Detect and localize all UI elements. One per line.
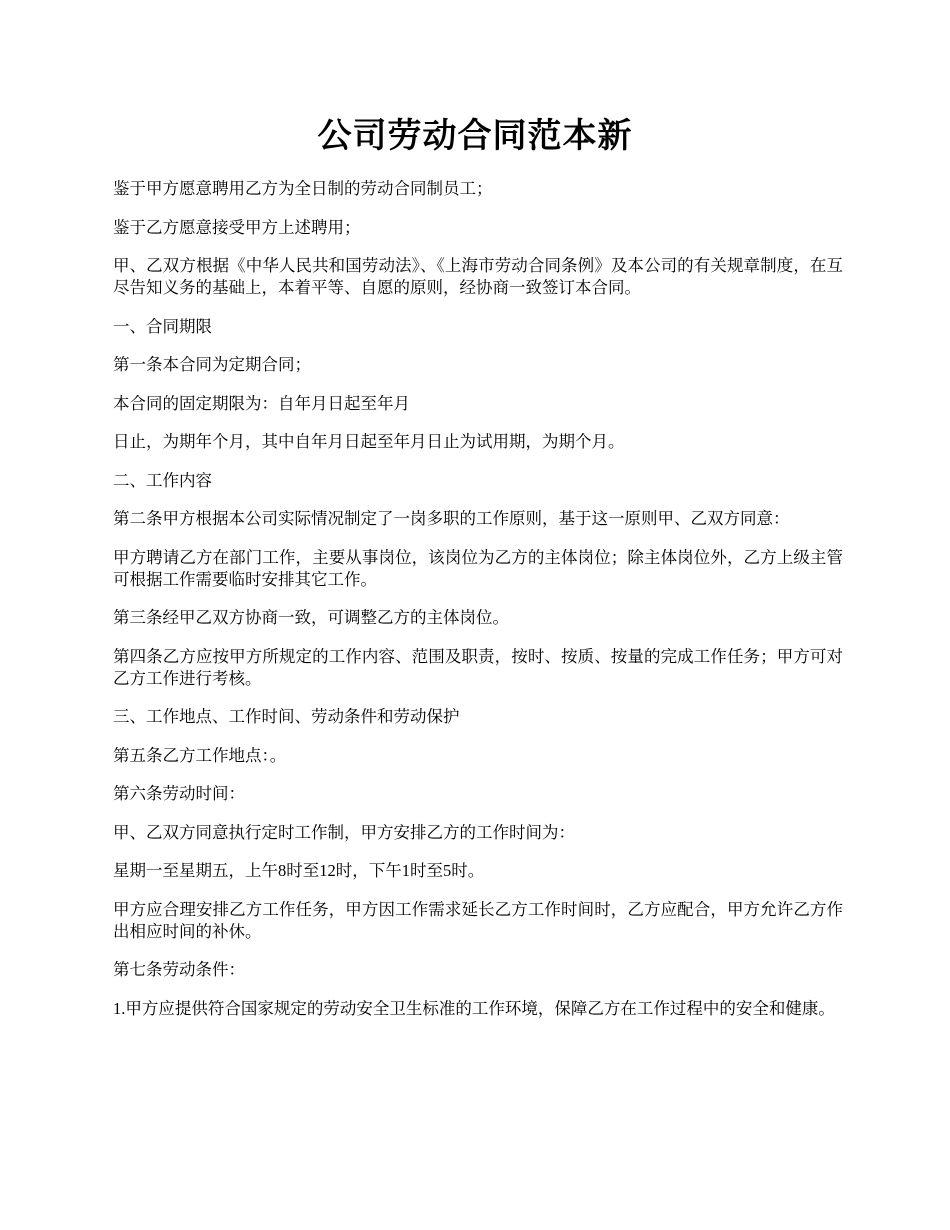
paragraph: 甲、乙双方同意执行定时工作制，甲方安排乙方的工作时间为：: [113, 822, 575, 842]
paragraph: 日止，为期年个月，其中自年月日起至年月日止为试用期，为期个月。: [113, 432, 625, 451]
paragraph: 第二条甲方根据本公司实际情况制定了一岗多职的工作原则，基于这一原则甲、乙双方同意：: [113, 509, 790, 528]
section-heading: 一、合同期限: [113, 316, 212, 336]
paragraph: 1.甲方应提供符合国家规定的劳动安全卫生标准的工作环境，保障乙方在工作过程中的安全和健康。: [113, 998, 835, 1018]
paragraph: 本合同的固定期限为：自年月日起至年月: [113, 393, 410, 413]
paragraph: 鉴于乙方愿意接受甲方上述聘用；: [113, 217, 361, 237]
paragraph: 第一条本合同为定期合同；: [113, 355, 311, 374]
paragraph: 甲方聘请乙方在部门工作，主要从事岗位，该岗位为乙方的主体岗位；除主体岗位外，乙方上级主管可根据工作需要临时安排其它工作。: [113, 547, 843, 589]
paragraph: 甲、乙双方根据《中华人民共和国劳动法》、《上海市劳动合同条例》及本公司的有关规章制度，在互尽告知义务的基础上，本着平等、自愿的原则，经协商一致签订本合同。: [113, 256, 843, 297]
document-title: 公司劳动合同范本新: [317, 116, 633, 156]
paragraph: 第五条乙方工作地点：。: [113, 745, 287, 765]
paragraph: 第三条经甲乙双方协商一致，可调整乙方的主体岗位。: [113, 608, 509, 627]
paragraph: 甲方应合理安排乙方工作任务，甲方因工作需求延长乙方工作时间时，乙方应配合，甲方允许乙方作出相应时间的补休。: [113, 899, 843, 941]
paragraph: 第七条劳动条件：: [113, 960, 245, 979]
paragraph: 星期一至星期五，上午8时至12时，下午1时至5时。: [113, 861, 485, 880]
paragraph: 第四条乙方应按甲方所规定的工作内容、范围及职责，按时、按质、按量的完成工作任务；甲方可对乙方工作进行考核。: [113, 646, 843, 688]
paragraph: 鉴于甲方愿意聘用乙方为全日制的劳动合同制员工；: [113, 179, 493, 198]
section-heading: 三、工作地点、工作时间、劳动条件和劳动保护: [113, 707, 460, 726]
section-heading: 二、工作内容: [113, 470, 212, 490]
document-body: [113, 178, 843, 1036]
paragraph: 第六条劳动时间：: [113, 784, 245, 803]
